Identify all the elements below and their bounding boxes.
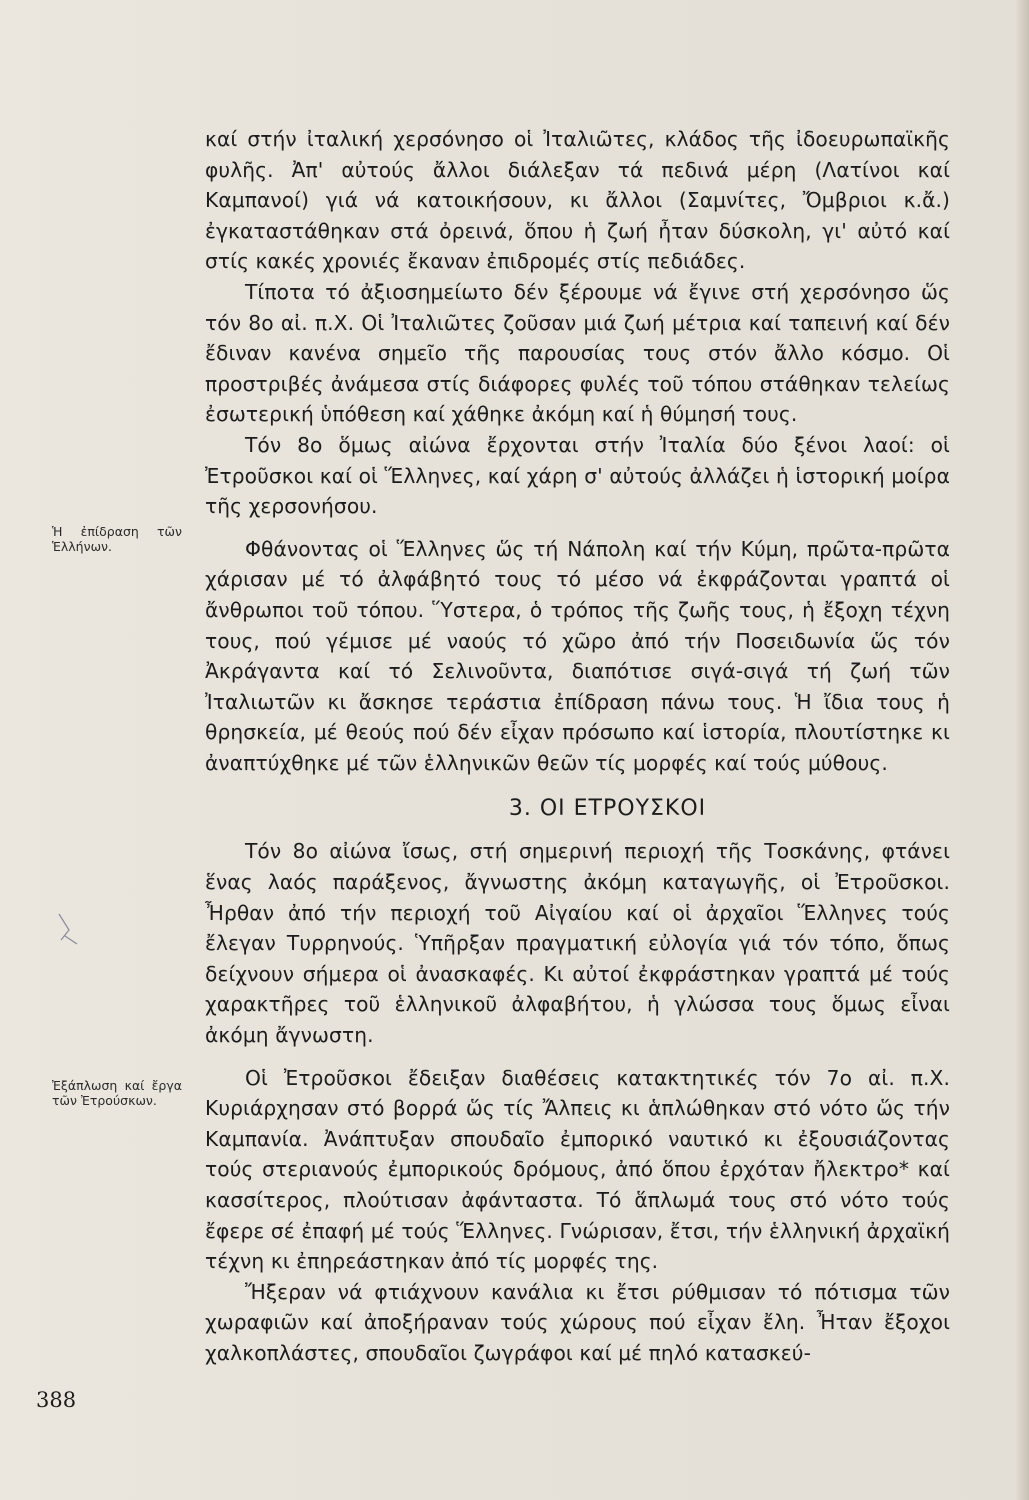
page-spine-shadow (1015, 0, 1029, 1500)
paragraph-1: καί στήν ἰταλική χερσόνησο οἱ Ἰταλιῶτες, κλάδος τῆς ἰδοευρωπαϊκῆς φυλῆς. Ἀπ' αὐτούς ἄλλοι διάλεξαν τά πεδινά μέρη (Λατίνοι καί Καμπανοί) γιά νά κατοικήσουν, κι ἄλλοι (Σαμνίτες, Ὄμβριοι κ.ἄ.) ἐγκαταστάθηκαν στά ὀρεινά, ὅπου ἡ ζωή ἦταν δύσκολη, γι' αὐτό καί στίς κακές χρονιές ἔκαναν ἐπιδρομές στίς πεδιάδες. (205, 127, 950, 274)
paragraph-4: Φθάνοντας οἱ Ἕλληνες ὥς τή Νάπολη καί τήν Κύμη, πρῶτα-πρῶτα χάρισαν μέ τό ἀλφάβητό τους τό μέσο νά ἐκφράζονται γραπτά οἱ ἄνθρωποι τοῦ τόπου. Ὕστερα, ὁ τρόπος τῆς ζωῆς τους, ἡ ἔξοχη τέχνη τους, πού γέμισε μέ ναούς τό χῶρο ἀπό τήν Ποσειδωνία ὥς τόν Ἀκράγαντα καί τό Σελινοῦντα, διαπότισε σιγά-σιγά τή ζωή τῶν Ἰταλιωτῶν κι ἄσκησε τεράστια ἐπίδραση πάνω τους. Ἡ ἴδια τους ἡ θρησκεία, μέ θεούς πού δέν εἶχαν πρόσωπο καί ἱστορία, πλουτίστηκε κι ἀναπτύχθηκε μέ τῶν ἑλληνικῶν θεῶν τίς μορφές καί τούς μύθους. (205, 536, 950, 775)
paragraph-7: Ἤξεραν νά φτιάχνουν κανάλια κι ἔτσι ρύθμισαν τό πότισμα τῶν χωραφιῶν καί ἀποξήραναν τούς χώρους πού εἶχαν ἔλη. Ἦταν ἔξοχοι χαλκοπλάστες, σπουδαῖοι ζωγράφοι καί μέ πηλό κατασκεύ- (205, 1279, 950, 1365)
paragraph-2: Τίποτα τό ἀξιοσημείωτο δέν ξέρουμε νά ἔγινε στή χερσόνησο ὥς τόν 8ο αἰ. π.Χ. Οἱ Ἰταλιῶτες ζοῦσαν μιά ζωή μέτρια καί ταπεινή καί δέν ἔδιναν κανένα σημεῖο τῆς παρουσίας τους στόν ἄλλο κόσμο. Οἱ προστριβές ἀνάμεσα στίς διάφορες φυλές τοῦ τόπου στάθηκαν τελείως ἐσωτερική ὑπόθεση καί χάθηκε ἀκόμη καί ἡ θύμησή τους. (205, 279, 950, 427)
paragraph-3: Τόν 8ο ὅμως αἰώνα ἔρχονται στήν Ἰταλία δύο ξένοι λαοί: οἱ Ἐτροῦσκοι καί οἱ Ἕλληνες, καί χάρη σ' αὐτούς ἀλλάζει ἡ ἱστορική μοίρα τῆς χερσονήσου. (205, 432, 950, 519)
margin-note-greek-influence: Ἡ ἐπίδραση τῶν Ἑλλήνων. (52, 524, 182, 554)
page-number: 388 (36, 1388, 77, 1412)
margin-note-etruscan-expansion: Ἐξάπλωση καί ἔργα τῶν Ἐτρούσκων. (52, 1078, 182, 1108)
paragraph-6: Οἱ Ἐτροῦσκοι ἔδειξαν διαθέσεις κατακτητικές τόν 7ο αἰ. π.Χ. Κυριάρχησαν στό βορρά ὥς τίς Ἄλπεις κι ἁπλώθηκαν στό νότο ὥς τήν Καμπανία. Ἀνάπτυξαν σπουδαῖο ἐμπορικό ναυτικό κι ἐξουσιάζοντας τούς στεριανούς ἐμπορικούς δρόμους, ἀπό ὅπου ἐρχόταν ἤλεκτρο* καί κασσίτερος, πλούτισαν ἀφάνταστα. Τό ἅπλωμά τους στό νότο τούς ἔφερε σέ ἐπαφή μέ τούς Ἕλληνες. Γνώρισαν, ἔτσι, τήν ἑλληνική ἀρχαϊκή τέχνη κι ἐπηρεάστηκαν ἀπό τίς μορφές της. (205, 1065, 950, 1274)
section-heading: 3. ΟΙ ΕΤΡΟΥΣΚΟΙ (508, 796, 707, 822)
main-text-column (205, 124, 950, 1369)
paragraph-5: Τόν 8ο αἰώνα ἴσως, στή σημερινή περιοχή τῆς Τοσκάνης, φτάνει ἕνας λαός παράξενος, ἄγνωστης ἀκόμη καταγωγῆς, οἱ Ἐτροῦσκοι. Ἦρθαν ἀπό τήν περιοχή τοῦ Αἰγαίου καί οἱ ἀρχαῖοι Ἕλληνες τούς ἔλεγαν Τυρρηνούς. Ὑπῆρξαν πραγματική εὐλογία γιά τόν τόπο, ὅπως δείχνουν σήμερα οἱ ἀνασκαφές. Κι αὐτοί ἐκφράστηκαν γραπτά μέ τούς χαρακτῆρες τοῦ ἑλληνικοῦ ἀλφαβήτου, ἡ γλώσσα τους ὅμως εἶναι ἀκόμη ἄγνωστη. (205, 839, 950, 1048)
pencil-mark-icon (55, 910, 85, 950)
